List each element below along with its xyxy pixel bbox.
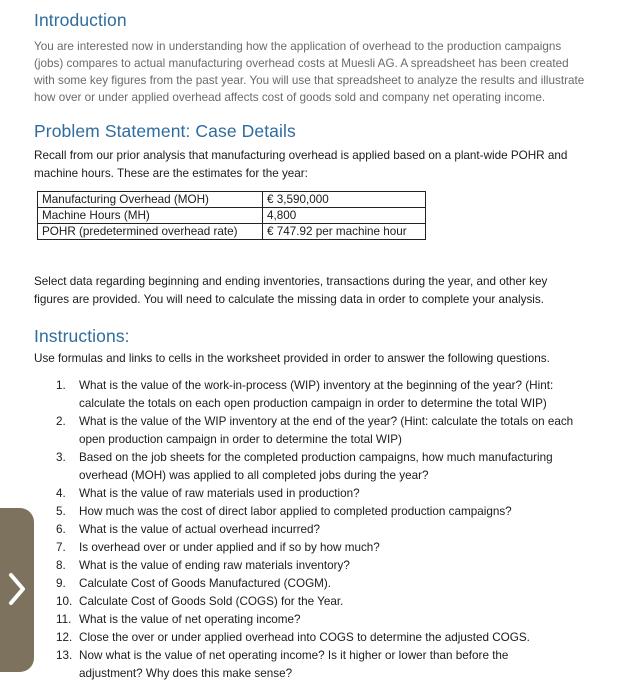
list-item: 5. How much was the cost of direct labor applied to completed production campaigns? [56, 505, 512, 518]
list-item: 2. What is the value of the WIP inventory at the end of the year? (Hint: calculate the totals on each open production campaign in order to determine the total WIP) [56, 415, 574, 446]
introduction-paragraph [34, 38, 624, 106]
estimate-label: Machine Hours (MH) [38, 208, 263, 224]
list-item: 9. Calculate Cost of Goods Manufactured (COGM). [56, 577, 332, 590]
problem-statement-heading: Problem Statement: Case Details [34, 121, 296, 141]
introduction-line: with some key figures from the past year. You will use that spreadsheet to analyze the results and illustrate [34, 74, 585, 87]
problem-line: Recall from our prior analysis that manufacturing overhead is applied based on a plant-wide POHR and [34, 149, 568, 162]
select-data-paragraph [34, 273, 624, 309]
list-item: 3. Based on the job sheets for the completed production campaigns, how much manufacturing overhead (MOH) was applied to all completed jobs during the year? [56, 451, 553, 482]
estimate-value: € 3,590,000 [263, 192, 426, 208]
table-row [38, 208, 426, 224]
list-item: 10. Calculate Cost of Goods Sold (COGS) for the Year. [56, 595, 344, 608]
estimate-value: 4,800 [263, 208, 426, 224]
introduction-line: You are interested now in understanding how the application of overhead to the production campaigns [34, 40, 562, 53]
estimate-value: € 747.92 per machine hour [263, 224, 426, 240]
instructions-heading: Instructions: [34, 326, 130, 346]
problem-paragraph [34, 147, 624, 183]
table-row [38, 224, 426, 240]
list-item: 12. Close the over or under applied overhead into COGS to determine the adjusted COGS. [56, 631, 530, 644]
table-row [38, 192, 426, 208]
questions-list [56, 377, 622, 683]
list-item: 6. What is the value of actual overhead incurred? [56, 523, 321, 536]
select-data-line: figures are provided. You will need to calculate the missing data in order to complete your analysis. [34, 293, 544, 306]
introduction-heading: Introduction [34, 10, 127, 30]
list-item: 4. What is the value of raw materials used in production? [56, 487, 360, 500]
instructions-intro: Use formulas and links to cells in the worksheet provided in order to answer the following questions. [34, 352, 550, 365]
list-item: 8. What is the value of ending raw materials inventory? [56, 559, 350, 572]
introduction-line: (jobs) compares to actual manufacturing overhead costs at Muesli AG. A spreadsheet has been created [34, 57, 569, 70]
select-data-line: Select data regarding beginning and ending inventories, transactions during the year, and other key [34, 275, 548, 288]
list-item: 13. Now what is the value of net operating income? Is it higher or lower than before the adjustment? Why does this make sense? [56, 649, 509, 680]
estimate-label: POHR (predetermined overhead rate) [38, 224, 263, 240]
list-item: 7. Is overhead over or under applied and if so by how much? [56, 541, 380, 554]
list-item: 11. What is the value of net operating income? [56, 613, 301, 626]
estimates-table [37, 191, 426, 240]
next-page-tab[interactable] [0, 508, 34, 672]
chevron-right-icon [6, 572, 28, 606]
introduction-line: how over or under applied overhead affects cost of goods sold and company net operating income. [34, 91, 546, 104]
problem-line: machine hours. These are the estimates for the year: [34, 167, 308, 180]
list-item: 1. What is the value of the work-in-process (WIP) inventory at the beginning of the year? (Hint: calculate the totals on each open production campaign in order to determine the total WIP) [56, 379, 554, 410]
estimate-label: Manufacturing Overhead (MOH) [38, 192, 263, 208]
